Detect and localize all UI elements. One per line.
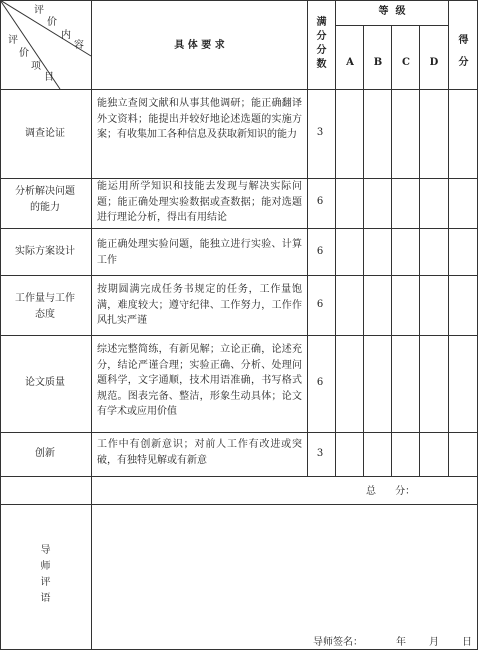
item-thesis-quality: 论文质量 <box>25 377 65 388</box>
diag-label-rong: 容 <box>74 40 84 51</box>
comment-char: 师 <box>40 561 51 572</box>
item-problem-solving <box>3 184 87 215</box>
grade-letter-a: A <box>346 57 354 68</box>
obtained-header-1: 得 <box>458 35 469 46</box>
requirement-problem-solving: 能运用所学知识和技能去发现与解决实际问题；能正确处理实验数据或查数据；能对选题进行理论分析，得出有用结论 <box>97 181 302 223</box>
requirement-innovation: 工作中有创新意识；对前人工作有改进或突破，有独特见解或有新意 <box>97 439 302 466</box>
full-score-header <box>308 16 335 72</box>
full-score-char: 分 <box>316 31 327 42</box>
diag-label-nei: 内 <box>61 30 71 41</box>
requirement-workload-attitude: 按期圆满完成任务书规定的任务，工作量饱满，难度较大；遵守纪律、工作努力，工作作风扎实严谨 <box>97 284 302 326</box>
score-innovation: 3 <box>316 448 324 459</box>
signature-year: 年 <box>396 637 406 648</box>
item-workload-attitude <box>3 291 87 322</box>
score-problem-solving: 6 <box>316 196 324 207</box>
full-score-char: 分 <box>316 45 327 56</box>
grade-letter-d: D <box>429 57 439 68</box>
item-line: 态度 <box>35 308 55 320</box>
item-investigation: 调查论证 <box>25 128 65 139</box>
signature-month: 月 <box>429 637 439 648</box>
signature-label: 导师签名： <box>313 637 363 648</box>
comment-char: 导 <box>40 545 51 556</box>
total-score-label: 总 分： <box>366 486 416 497</box>
grade-header: 等 级 <box>378 6 406 17</box>
diag-label-ping-1: 评 <box>34 5 44 16</box>
advisor-comment-label <box>0 543 91 607</box>
item-innovation: 创新 <box>35 448 55 459</box>
score-scheme-design: 6 <box>316 246 324 257</box>
obtained-header-2: 分 <box>458 57 469 68</box>
item-line: 的能力 <box>30 201 60 213</box>
diag-label-mu: 目 <box>44 72 54 83</box>
score-investigation: 3 <box>316 127 324 138</box>
grade-letter-b: B <box>373 57 383 68</box>
item-line: 工作量与工作 <box>15 293 75 304</box>
diag-label-xiang: 项 <box>31 61 41 72</box>
score-thesis-quality: 6 <box>316 377 324 388</box>
score-workload-attitude: 6 <box>316 299 324 310</box>
requirement-investigation: 能独立查阅文献和从事其他调研；能正确翻译外文资料；能提出并较好地论述选题的实施方案；有收集加工各种信息及获取新知识的能力 <box>97 98 302 140</box>
advisor-comment-area[interactable] <box>93 506 476 631</box>
diag-label-jia-1: 价 <box>47 17 57 28</box>
requirements-header: 具 体 要 求 <box>174 40 225 51</box>
requirement-scheme-design: 能正确处理实验问题，能独立进行实验、计算工作 <box>97 239 302 266</box>
signature-day: 日 <box>462 637 472 648</box>
full-score-char: 满 <box>316 17 327 28</box>
item-line: 分析解决问题 <box>15 186 75 197</box>
comment-char: 语 <box>40 593 51 604</box>
diag-label-jia-2: 价 <box>19 48 29 59</box>
item-scheme-design: 实际方案设计 <box>15 246 75 257</box>
diag-label-ping-2: 评 <box>8 35 18 46</box>
full-score-char: 数 <box>316 59 327 70</box>
comment-char: 评 <box>40 577 51 588</box>
requirement-thesis-quality: 综述完整简练，有新见解；立论正确，论述充分，结论严谨合理；实验正确、分析、处理问题科学，文字通顺，技术用语准确，书写格式规范。图表完备、整洁，形象生动具体；论文有学术或应用价值 <box>97 344 302 417</box>
grade-letter-c: C <box>402 57 410 68</box>
